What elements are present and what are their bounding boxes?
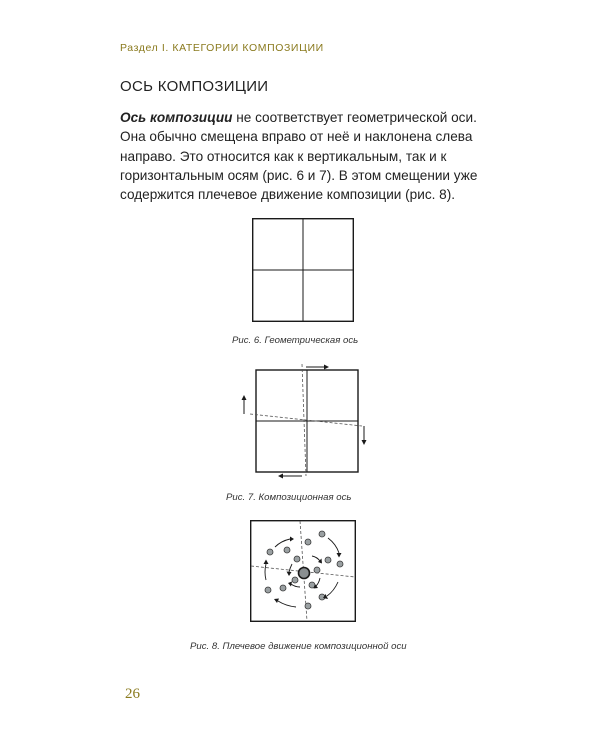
middle-dot [325,557,331,563]
paragraph-text: не соответствует геометрической оси. Она обычно смещена вправо от неё и наклонена слева направо. Это относится как к вертикальным, так и к горизонтальным осям (рис. 6 и 7). В этом смещении уже содержится плечевое движение композиции (рис. 8). [120,110,478,203]
outer-dot [267,549,273,555]
arrow-left-up-icon [242,395,247,414]
page-number: 26 [125,686,140,702]
curved-arrow-icon [264,560,269,581]
inner-dot [314,567,320,573]
outer-dot [265,587,271,593]
curved-arrow-icon [275,537,294,548]
arrow-bottom-left-icon [278,474,302,479]
inner-dot [294,556,300,562]
center-node [299,568,310,579]
term-emphasis: Ось композиции [120,110,233,125]
figure-6-caption: Рис. 6. Геометрическая ось [232,335,359,346]
outer-dot [337,561,343,567]
middle-dot [280,585,286,591]
outer-dot [305,603,311,609]
outer-dot [319,531,325,537]
arrow-right-down-icon [362,426,367,445]
arrow-top-right-icon [306,365,329,370]
section-title: ОСЬ КОМПОЗИЦИИ [120,78,269,95]
curved-arrow-icon [328,538,342,558]
figure-compositional-axis [236,362,368,482]
figure-8-diagram [250,520,356,622]
curved-arrow-icon [274,599,296,608]
curved-arrow-icon [323,582,338,599]
inner-dot [292,577,298,583]
figure-geometric-axis [252,218,354,322]
running-head: Раздел I. КАТЕГОРИИ КОМПОЗИЦИИ [120,42,324,54]
compositional-horizontal-axis [250,414,362,426]
figure-shoulder-movement [250,520,356,622]
body-paragraph [120,108,492,204]
figure-7-caption: Рис. 7. Композиционная ось [226,492,352,503]
figure-7-diagram [236,362,368,482]
middle-dot [305,539,311,545]
short-arrow-icon [312,556,322,564]
middle-dot [284,547,290,553]
figure-8-caption: Рис. 8. Плечевое движение композиционной оси [190,641,407,652]
figure-6-diagram [252,218,354,322]
